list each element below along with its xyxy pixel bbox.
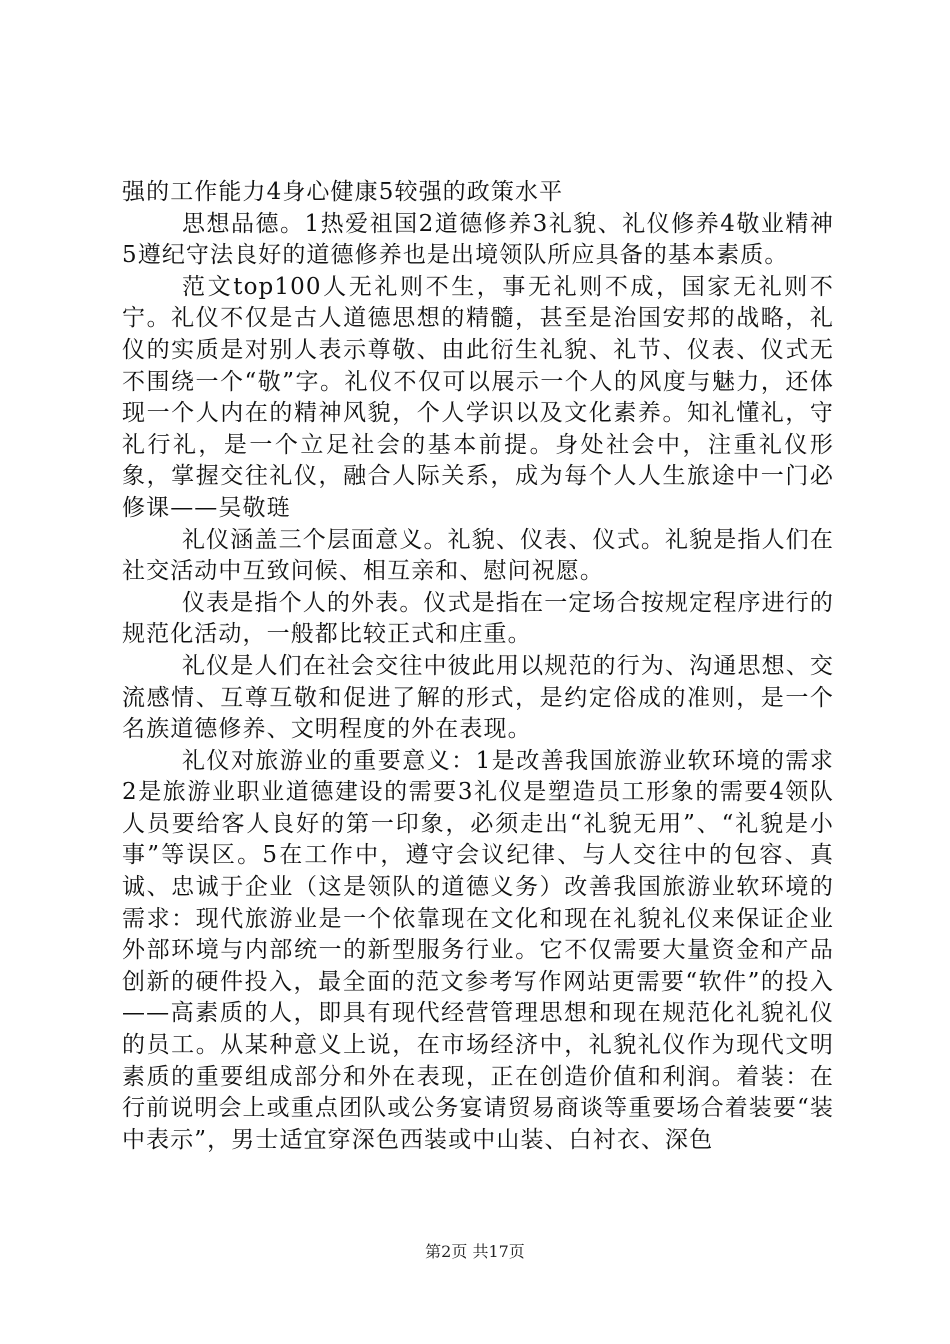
paragraph-moral-character: 思想品德。1热爱祖国2道德修养3礼貌、礼仪修养4敬业精神5遵纪守法良好的道德修养也是出境领队所应具备的基本素质。 [122, 210, 834, 269]
paragraph-appearance-ceremony: 仪表是指个人的外表。仪式是指在一定场合按规定程序进行的规范化活动，一般都比较正式和庄重。 [122, 589, 834, 648]
paragraph-tourism-significance: 礼仪对旅游业的重要意义：1是改善我国旅游业软环境的需求2是旅游业职业道德建设的需要3礼仪是塑造员工形象的需要4领队人员要给客人良好的第一印象，必须走出“礼貌无用”、“礼貌是小事”等误区。5在工作中，遵守会议纪律、与人交往中的包容、真诚、忠诚于企业（这是领队的道德义务）改善我国旅游业软环境的需求：现代旅游业是一个依靠现在文化和现在礼貌礼仪来保证企业外部环境与内部统一的新型服务行业。它不仅需要大量资金和产品创新的硬件投入，最全面的范文参考写作网站更需要“软件”的投入——高素质的人，即具有现代经营管理思想和现在规范化礼貌礼仪的员工。从某种意义上说，在市场经济中，礼貌礼仪作为现代文明素质的重要组成部分和外在表现，正在创造价值和利润。着装：在行前说明会上或重点团队或公务宴请贸易商谈等重要场合着装要“装中表示”，男士适宜穿深色西装或中山装、白衬衣、深色 [122, 747, 834, 1153]
page-number-footer: 第2页 共17页 [425, 1242, 525, 1261]
paragraph-etiquette-levels: 礼仪涵盖三个层面意义。礼貌、仪表、仪式。礼貌是指人们在社交活动中互致问候、相互亲和、慰问祝愿。 [122, 526, 834, 585]
paragraph-etiquette-definition: 礼仪是人们在社会交往中彼此用以规范的行为、沟通思想、交流感情、互尊互敬和促进了解的形式，是约定俗成的准则，是一个名族道德修养、文明程度的外在表现。 [122, 652, 834, 743]
paragraph-continued: 强的工作能力4身心健康5较强的政策水平 [122, 179, 564, 205]
paragraph-etiquette-importance: 范文top100人无礼则不生，事无礼则不成，国家无礼则不宁。礼仪不仅是古人道德思想的精髓，甚至是治国安邦的战略，礼仪的实质是对别人表示尊敬、由此衍生礼貌、礼节、仪表、仪式无不围绕一个“敬”字。礼仪不仅可以展示一个人的风度与魅力，还体现一个人内在的精神风貌，个人学识以及文化素养。知礼懂礼，守礼行礼，是一个立足社会的基本前提。身处社会中，注重礼仪形象，掌握交往礼仪，融合人际关系，成为每个人人生旅途中一门必修课——吴敬琏 [122, 273, 834, 521]
document-body [122, 177, 834, 1156]
